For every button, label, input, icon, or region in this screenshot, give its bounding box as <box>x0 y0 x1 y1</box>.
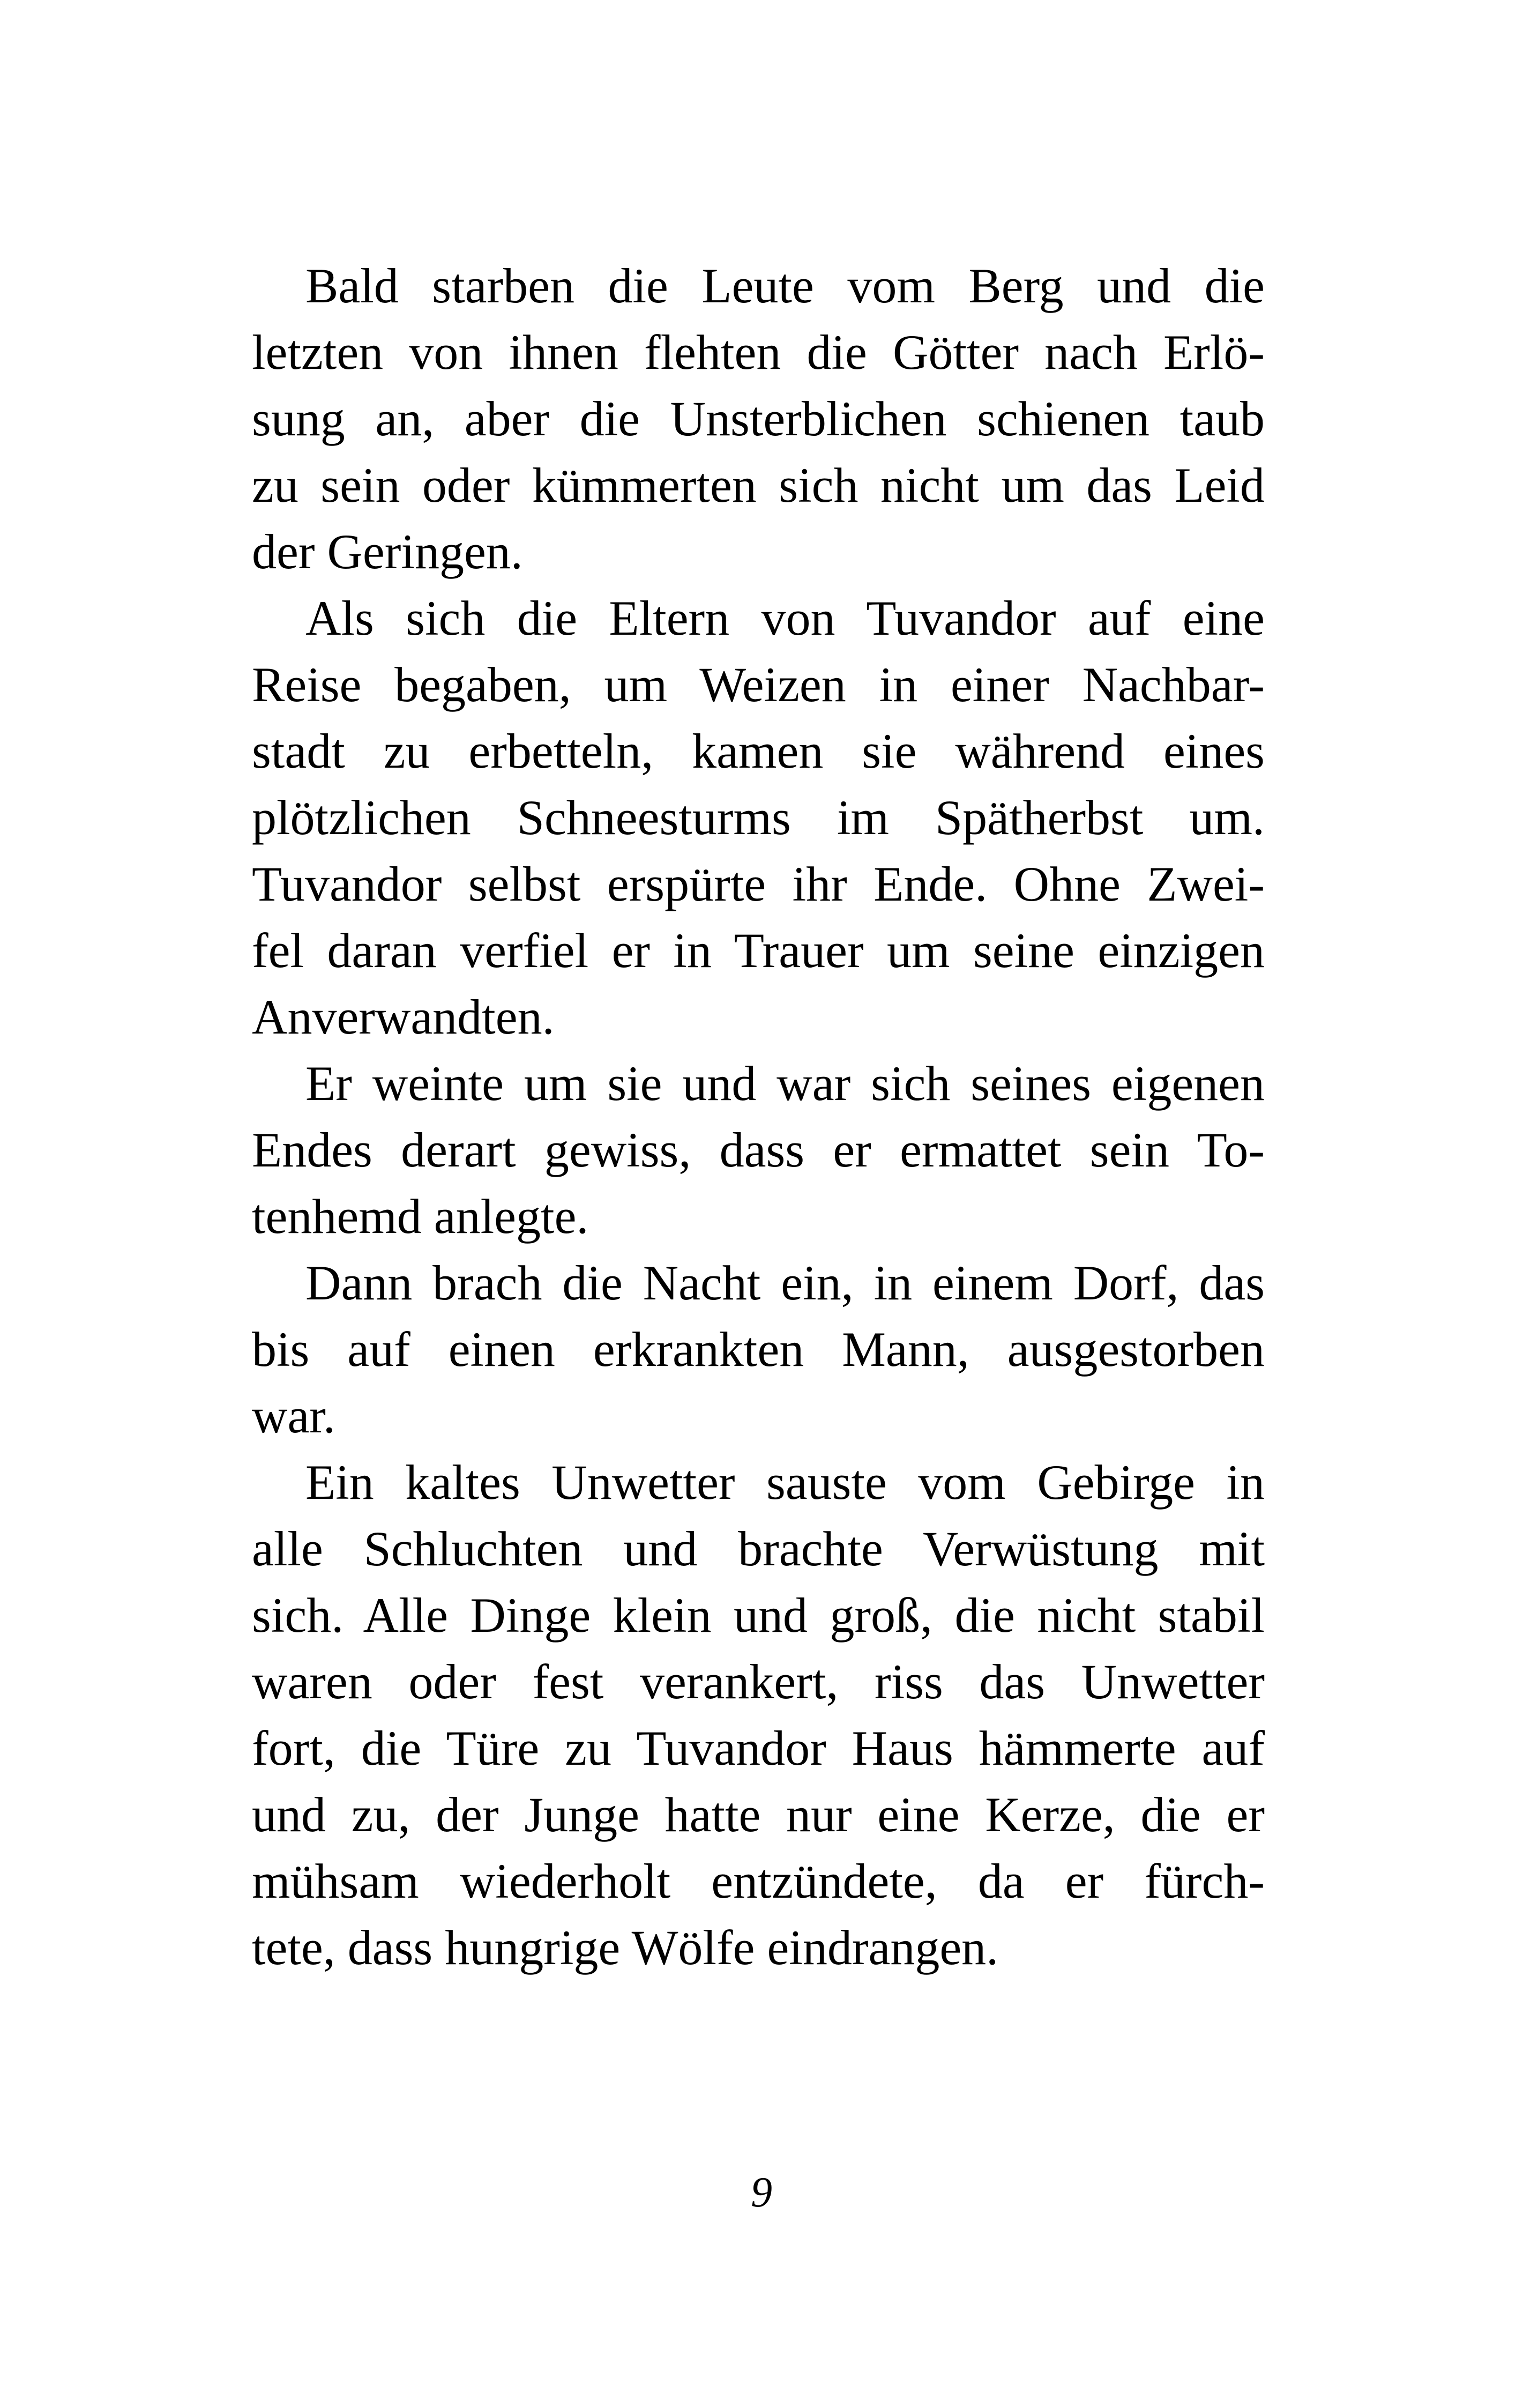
text-line: mühsam wiederholt entzündete, da er fürch- <box>252 1854 1265 1908</box>
text-line: letzten von ihnen flehten die Götter nach Erlö- <box>252 325 1265 380</box>
text-line: sich. Alle Dinge klein und groß, die nicht stabil <box>252 1588 1265 1643</box>
text-line: Dann brach die Nacht ein, in einem Dorf, das <box>305 1255 1265 1310</box>
text-line: alle Schluchten und brachte Verwüstung mit <box>252 1521 1265 1576</box>
text-line: fel daran verfiel er in Trauer um seine einzigen <box>252 923 1265 978</box>
text-line: fort, die Türe zu Tuvandor Haus hämmerte auf <box>252 1721 1265 1775</box>
text-line: stadt zu erbetteln, kamen sie während eines <box>252 724 1265 778</box>
text-line: Reise begaben, um Weizen in einer Nachbar- <box>252 657 1265 712</box>
text-line: Ein kaltes Unwetter sauste vom Gebirge in <box>305 1455 1265 1510</box>
text-line: war. <box>252 1388 335 1443</box>
text-line: waren oder fest verankert, riss das Unwetter <box>252 1654 1265 1709</box>
page-number: 9 <box>751 2169 772 2216</box>
text-line: der Geringen. <box>252 524 523 579</box>
text-line: Tuvandor selbst erspürte ihr Ende. Ohne Zwei- <box>252 857 1265 911</box>
text-line: bis auf einen erkrankten Mann, ausgestorben <box>252 1322 1265 1377</box>
text-line: tenhemd anlegte. <box>252 1189 589 1244</box>
text-line: und zu, der Junge hatte nur eine Kerze, die er <box>252 1787 1265 1842</box>
text-line: Er weinte um sie und war sich seines eigenen <box>305 1056 1265 1111</box>
text-line: sung an, aber die Unsterblichen schienen taub <box>252 391 1265 446</box>
text-line: Als sich die Eltern von Tuvandor auf eine <box>305 591 1265 645</box>
text-line: Bald starben die Leute vom Berg und die <box>305 258 1265 313</box>
text-line: plötzlichen Schneesturms im Spätherbst um. <box>252 790 1265 845</box>
body-text <box>252 252 1265 1981</box>
text-line: Endes derart gewiss, dass er ermattet sein To- <box>252 1123 1265 1177</box>
text-line: Anverwandten. <box>252 990 555 1044</box>
text-line: tete, dass hungrige Wölfe eindrangen. <box>252 1920 999 1975</box>
text-line: zu sein oder kümmerten sich nicht um das Leid <box>252 458 1265 512</box>
